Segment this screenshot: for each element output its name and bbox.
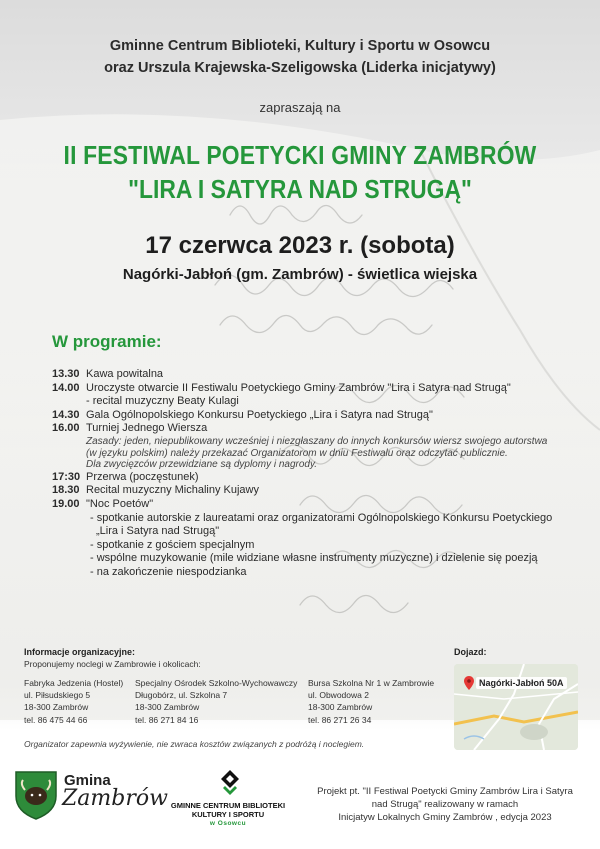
organizational-info <box>24 647 444 669</box>
program-time: 13.30 <box>52 368 80 380</box>
accommodation-phone: tel. 86 271 84 16 <box>135 714 199 725</box>
project-line: Projekt pt. "II Festiwal Poetycki Gminy Zambrów Lira i Satyra <box>317 786 573 797</box>
accommodation-name: Specjalny Ośrodek Szkolno-Wychowawczy <box>135 678 298 688</box>
program-time: 14.00 <box>52 381 80 394</box>
program-subitem: - wspólne muzykowanie (mile widziane własne instrumenty muzyczne) i dzielenie się poezją <box>90 552 538 565</box>
accommodation-name: Bursa Szkolna Nr 1 w Zambrowie <box>308 678 435 688</box>
event-date: 17 czerwca 2023 r. (sobota) <box>145 232 455 259</box>
map-location-label: Nagórki-Jabłoń 50A <box>476 677 567 689</box>
event-place: Nagórki-Jabłoń (gm. Zambrów) - świetlica wiejska <box>122 266 478 283</box>
accommodation-city: 18-300 Zambrów <box>135 702 200 713</box>
directions-heading: Dojazd: <box>454 647 487 657</box>
accommodation-street: ul. Piłsudskiego 5 <box>24 690 91 701</box>
gckbis-logo-location: w Osowcu <box>209 820 247 827</box>
program-item <box>52 409 582 423</box>
program-item <box>52 368 582 382</box>
gckbis-logo-line: GMINNE CENTRUM BIBLIOTEKI <box>170 801 286 810</box>
gckbis-logo-line: KULTURY I SPORTU <box>191 810 265 819</box>
info-heading: Informacje organizacyjne: <box>24 647 136 657</box>
program-time: 14.30 <box>52 408 80 421</box>
program-time: 19.00 <box>52 497 80 510</box>
directions-map[interactable] <box>454 664 578 750</box>
invite-text: zapraszają na <box>259 100 341 115</box>
accommodation-city: 18-300 Zambrów <box>24 702 89 713</box>
accommodation-name: Fabryka Jedzenia (Hostel) <box>24 678 124 688</box>
program-subitem: - na zakończenie niespodzianka <box>90 565 247 578</box>
program-item <box>52 382 582 396</box>
gmina-logo-name: Zambrów <box>62 786 168 811</box>
accommodation-item <box>135 677 297 726</box>
program-rules-note: (w języku polskim) należy przekazać Organizatorom w dniu Festiwalu oraz odczytać publicznie. <box>86 447 508 459</box>
project-line: Inicjatyw Lokalnych Gminy Zambrów , edycja 2023 <box>338 812 552 823</box>
program-rules-note: Zasady: jeden, niepublikowany wcześniej i niezgłaszany do innych konkursów wiersz swojego autorstwa <box>86 435 548 447</box>
accommodation-street: ul. Obwodowa 2 <box>308 690 369 701</box>
program-item <box>52 471 582 485</box>
program-time: 17:30 <box>52 470 81 483</box>
info-note: Organizator zapewnia wyżywienie, nie zwraca kosztów związanych z podróżą i noclegiem. <box>24 739 365 749</box>
gmina-logo-word: Gmina <box>64 772 111 789</box>
accommodation-phone: tel. 86 475 44 66 <box>24 714 88 725</box>
program-time: 18.30 <box>52 484 80 497</box>
program-subitem: - spotkanie z gościem specjalnym <box>90 538 255 551</box>
gmina-zambrow-coat-of-arms-icon <box>14 770 58 820</box>
gckbis-logo-icon <box>221 770 239 796</box>
program-text: Przerwa (poczęstunek) <box>86 470 199 483</box>
program-time: 16.00 <box>52 422 80 435</box>
program-subitem: - recital muzyczny Beaty Kulagi <box>86 395 239 408</box>
map-pin-icon <box>464 676 474 690</box>
program-text: Recital muzyczny Michaliny Kujawy <box>86 484 259 497</box>
program-text: "Noc Poetów" <box>86 497 154 510</box>
program-subitem: „Lira i Satyra nad Strugą" <box>96 525 220 538</box>
info-subheading: Proponujemy noclegi w Zambrowie i okolicach: <box>24 659 201 669</box>
festival-title: II FESTIWAL POETYCKI GMINY ZAMBRÓW <box>63 140 537 170</box>
project-line: nad Strugą" realizowany w ramach <box>371 799 519 810</box>
accommodation-item <box>24 677 123 726</box>
program-item <box>52 484 582 498</box>
accommodation-city: 18-300 Zambrów <box>308 702 373 713</box>
accommodation-item <box>308 677 434 726</box>
project-info <box>300 785 590 824</box>
program-text: Gala Ogólnopolskiego Konkursu Poetyckiego „Lira i Satyra nad Strugą" <box>86 408 433 421</box>
organizer-line-1: Gminne Centrum Biblioteki, Kultury i Sportu w Osowcu <box>109 38 491 54</box>
accommodation-phone: tel. 86 271 26 34 <box>308 714 372 725</box>
program-rules-note: Dla zwycięzców przewidziane są dyplomy i nagrody. <box>86 459 318 471</box>
organizer-line-2: oraz Urszula Krajewska-Szeligowska (Liderka inicjatywy) <box>104 60 496 76</box>
program-heading: W programie: <box>52 332 162 351</box>
program-text: Uroczyste otwarcie II Festiwalu Poetyckiego Gminy Zambrów "Lira i Satyra nad Strugą" <box>86 381 511 394</box>
program-subitem: - spotkanie autorskie z laureatami oraz organizatorami Ogólnopolskiego Konkursu Poetyckiego <box>90 511 553 524</box>
program-item <box>52 498 582 512</box>
program-list <box>52 368 582 580</box>
program-item <box>52 422 582 436</box>
festival-subtitle: "LIRA I SATYRA NAD STRUGĄ" <box>128 174 472 204</box>
accommodation-street: Długobórz, ul. Szkolna 7 <box>135 690 228 701</box>
program-text: Turniej Jednego Wiersza <box>86 422 208 435</box>
program-text: Kawa powitalna <box>86 368 164 380</box>
